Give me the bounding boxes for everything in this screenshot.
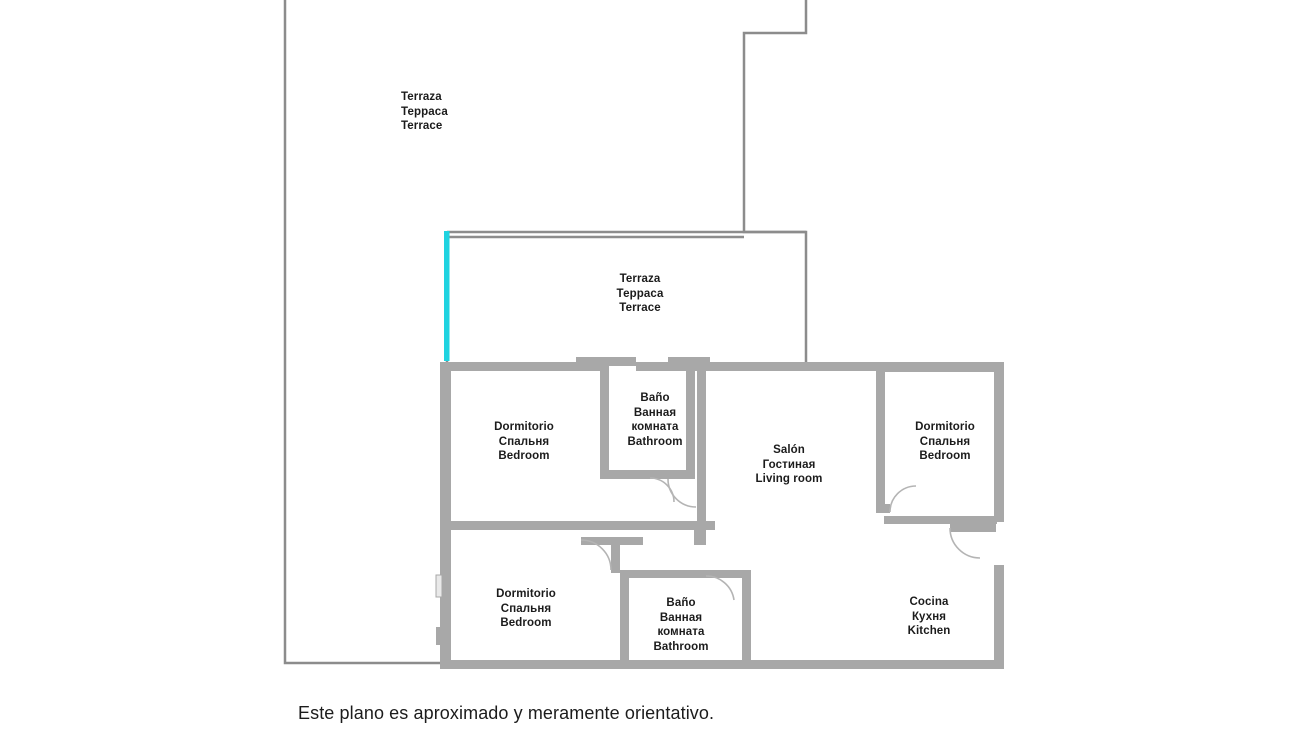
label-line: Ванная	[659, 611, 703, 624]
label-line: Bedroom	[919, 450, 971, 462]
label-line: Kitchen	[907, 625, 951, 637]
label-bedroom-right	[915, 420, 975, 464]
terrace-outline	[285, 0, 806, 663]
label-line: Bathroom	[627, 435, 683, 448]
label-terrace-upper	[401, 90, 448, 134]
label-line: Bathroom	[653, 640, 709, 653]
label-terrace-lower	[617, 272, 664, 316]
label-line: Dormitorio	[494, 421, 554, 433]
label-line: Гостиная	[762, 458, 816, 471]
highlighted-wall	[444, 231, 450, 361]
label-line: Терраса	[401, 105, 448, 118]
label-line: Terrace	[401, 120, 443, 132]
label-bathroom-lower	[653, 596, 708, 654]
label-living-room	[756, 443, 823, 487]
label-line: Dormitorio	[496, 588, 556, 600]
label-line: Terraza	[401, 91, 442, 103]
label-line: Baño	[666, 597, 696, 609]
label-line: Cocina	[909, 596, 949, 608]
label-line: комната	[631, 421, 679, 433]
label-line: Dormitorio	[915, 421, 975, 433]
label-line: Baño	[640, 392, 670, 404]
label-line: Terraza	[619, 273, 661, 285]
label-line: Спальня	[500, 602, 552, 615]
label-kitchen	[908, 595, 951, 639]
label-line: Спальня	[498, 435, 550, 448]
label-line: комната	[657, 626, 705, 638]
label-bathroom-upper	[627, 391, 682, 449]
label-line: Bedroom	[498, 450, 550, 462]
plan-disclaimer: Este plano es aproximado y meramente orientativo.	[298, 703, 715, 723]
label-line: Кухня	[911, 610, 947, 623]
label-line: Bedroom	[500, 617, 552, 629]
label-line: Salón	[773, 444, 805, 456]
label-line: Terrace	[619, 302, 661, 314]
label-line: Спальня	[919, 435, 971, 448]
label-line: Living room	[755, 473, 823, 485]
label-bedroom-bottom-left	[496, 587, 556, 631]
label-bedroom-top-left	[494, 420, 554, 464]
label-line: Терраса	[616, 287, 664, 300]
label-line: Ванная	[633, 406, 677, 419]
